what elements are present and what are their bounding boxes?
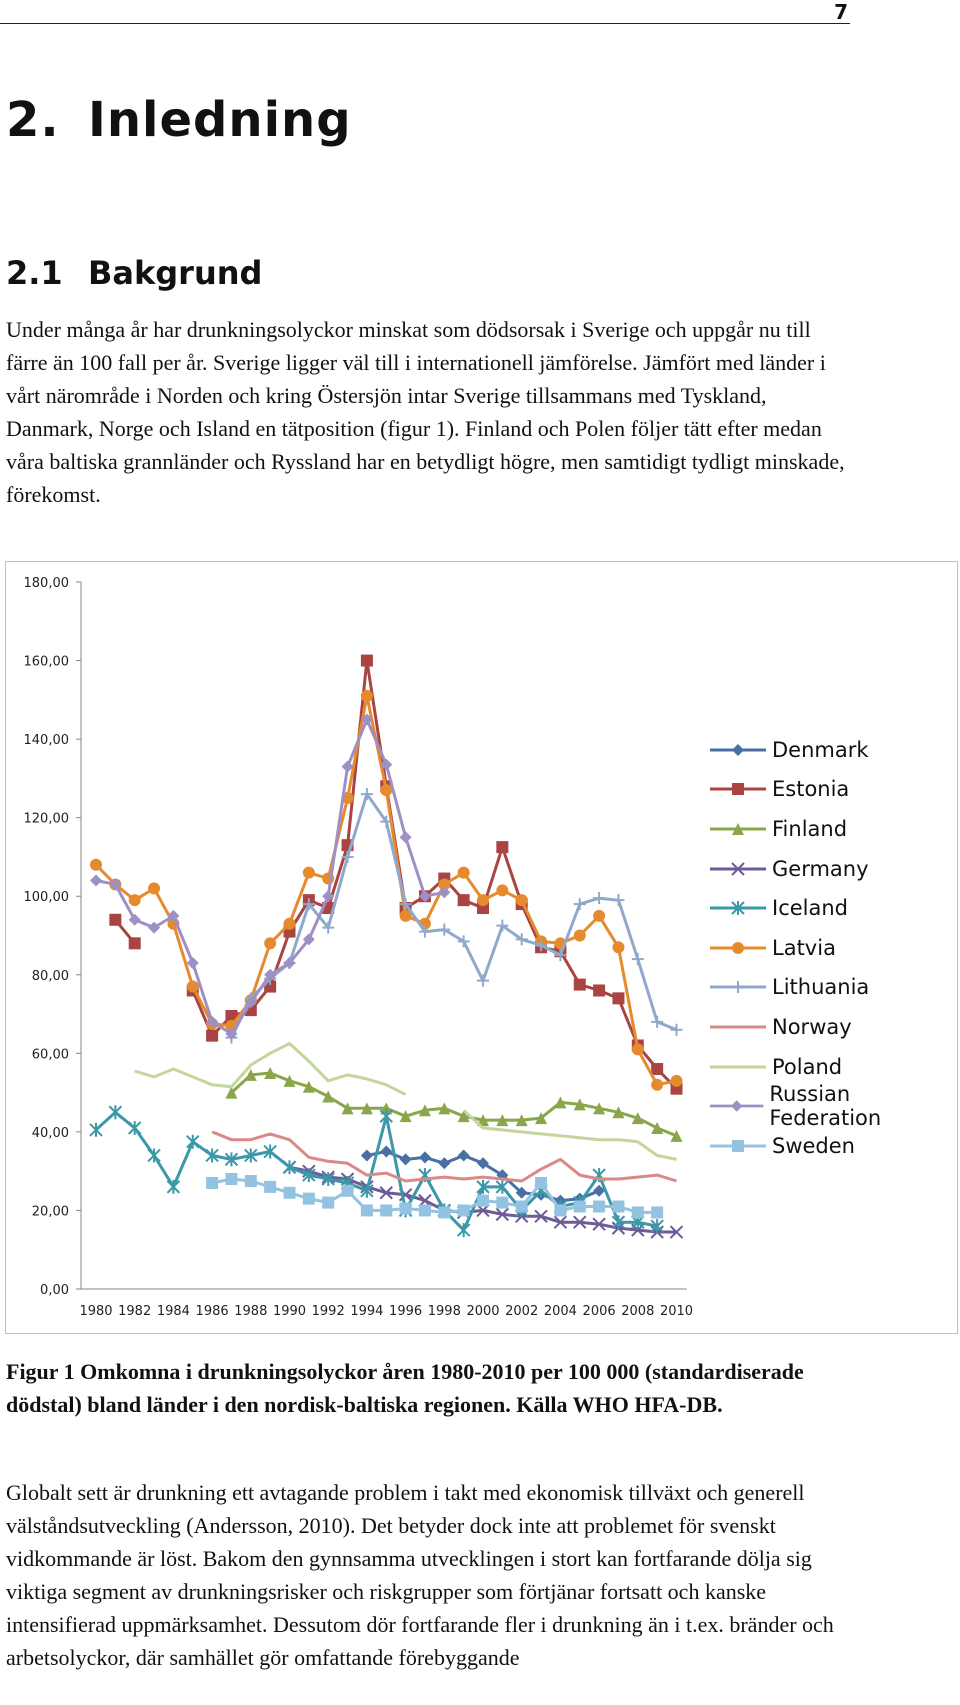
y-tick-label: 60,00: [31, 1047, 69, 1063]
x-tick-label: 1996: [389, 1304, 423, 1319]
data-point-sweden: [438, 1206, 450, 1218]
legend-item-iceland: [708, 888, 960, 928]
chart-legend: [708, 730, 960, 1166]
x-tick-label: 2002: [505, 1304, 539, 1319]
data-point-finland: [651, 1122, 663, 1134]
data-point-sweden: [458, 1204, 470, 1216]
data-point-lithuania: [632, 953, 644, 965]
legend-marker: [732, 783, 744, 795]
legend-label: Sweden: [772, 1133, 855, 1158]
legend-label: Iceland: [772, 896, 849, 921]
legend-swatch-denmark: [708, 740, 768, 760]
data-point-sweden: [496, 1197, 508, 1209]
body-paragraph: Globalt sett är drunkning ett avtagande problem i takt med ekonomisk tillväxt och generell välståndsutveckling (Andersson, 2010). Det betyder dock inte att problemet för svenskt vidkommande är löst. Bakom den gynnsamma utvecklingen i stort kan fortfarande dölja sig viktiga segment av drunkningsrisker och riskgrupper som förtjänar fortsatt och kanske intensifierad uppmärksamhet. Dessutom dör fortfarande fler i drunkning än i t.ex. bränder och arbetsolyckor, där samhället gör omfattande förebyggande: [6, 1480, 834, 1670]
data-point-lithuania: [612, 894, 624, 906]
section-title: Bakgrund: [88, 254, 263, 292]
legend-marker: [732, 942, 744, 954]
series-latvia: [90, 690, 683, 1091]
data-point-latvia: [187, 981, 199, 993]
data-point-lithuania: [671, 1024, 683, 1036]
chapter-heading: [6, 92, 352, 148]
data-point-iceland: [380, 1109, 392, 1123]
data-point-sweden: [361, 1204, 373, 1216]
chapter-number: 2.: [6, 92, 60, 148]
legend-label: Poland: [772, 1054, 843, 1079]
data-point-lithuania: [477, 975, 489, 987]
data-point-latvia: [574, 930, 586, 942]
legend-swatch-germany: [708, 859, 768, 879]
section-number: 2.1: [6, 254, 63, 292]
data-point-latvia: [496, 884, 508, 896]
data-point-denmark: [458, 1149, 470, 1161]
data-point-iceland: [129, 1121, 141, 1135]
data-point-denmark: [419, 1151, 431, 1163]
series-line-poland: [135, 1044, 677, 1160]
legend-marker: [732, 981, 744, 993]
legend-item-poland: [708, 1047, 960, 1087]
legend-label: Denmark: [772, 737, 869, 762]
legend-label: Norway: [772, 1014, 852, 1039]
data-point-lithuania: [593, 892, 605, 904]
data-point-latvia: [361, 690, 373, 702]
data-point-finland: [322, 1091, 334, 1103]
series-finland: [225, 1067, 682, 1142]
data-point-russian-federation: [187, 957, 199, 969]
data-point-sweden: [632, 1206, 644, 1218]
data-point-finland: [671, 1130, 683, 1142]
y-tick-label: 140,00: [23, 733, 69, 749]
x-tick-label: 1988: [234, 1304, 268, 1319]
intro-paragraph: Under många år har drunkningsolyckor minskat som dödsorsak i Sverige och uppgår nu till färre än 100 fall per år. Sverige ligger väl till i internationell jämförelse. Jämfört med länder i vårt närområde i Norden och kring Östersjön intar Sverige tillsammans med Tyskland, Danmark, Norge och Island en tätposition (figur 1). Finland och Polen följer tätt efter medan våra baltiska grannländer och Ryssland har en betydligt högre, men samtidigt tydligt minskade, förekomst.: [6, 317, 845, 507]
data-point-lithuania: [651, 1016, 663, 1028]
x-tick-label: 1982: [118, 1304, 152, 1319]
data-point-iceland: [167, 1180, 179, 1194]
y-tick-label: 100,00: [23, 890, 69, 906]
data-point-lithuania: [574, 898, 586, 910]
data-point-sweden: [535, 1177, 547, 1189]
x-tick-label: 1984: [156, 1304, 190, 1319]
data-point-latvia: [477, 894, 489, 906]
y-tick-label: 0,00: [40, 1283, 69, 1298]
data-point-estonia: [593, 984, 605, 996]
data-point-iceland: [109, 1105, 121, 1119]
data-point-sweden: [554, 1204, 566, 1216]
x-tick-label: 2000: [466, 1304, 500, 1319]
series-poland: [135, 1044, 677, 1160]
data-point-estonia: [496, 841, 508, 853]
data-point-latvia: [671, 1075, 683, 1087]
legend-item-finland: [708, 809, 960, 849]
legend-label: Russian Federation: [769, 1082, 882, 1131]
legend-marker: [732, 744, 744, 756]
legend-item-norway: [708, 1007, 960, 1047]
legend-item-latvia: [708, 928, 960, 968]
data-point-sweden: [651, 1206, 663, 1218]
series-estonia: [109, 655, 682, 1095]
data-point-sweden: [206, 1177, 218, 1189]
data-point-latvia: [651, 1079, 663, 1091]
data-point-estonia: [458, 894, 470, 906]
data-point-estonia: [109, 914, 121, 926]
data-point-russian-federation: [400, 831, 412, 843]
data-point-estonia: [651, 1063, 663, 1075]
x-tick-label: 1992: [311, 1304, 345, 1319]
legend-item-sweden: [708, 1126, 960, 1166]
legend-swatch-russian-federation: [708, 1096, 765, 1116]
data-point-latvia: [264, 937, 276, 949]
data-point-russian-federation: [90, 875, 102, 887]
data-point-sweden: [380, 1204, 392, 1216]
section-heading: [6, 254, 262, 292]
legend-swatch-norway: [708, 1017, 768, 1037]
y-tick-label: 160,00: [23, 654, 69, 670]
data-point-iceland: [187, 1135, 199, 1149]
legend-swatch-estonia: [708, 779, 768, 799]
y-tick-label: 80,00: [31, 968, 69, 984]
series-line-finland: [232, 1073, 677, 1136]
data-point-estonia: [574, 979, 586, 991]
legend-item-estonia: [708, 770, 960, 810]
legend-swatch-sweden: [708, 1136, 768, 1156]
page-number: 7: [834, 0, 848, 24]
legend-marker: [732, 1140, 744, 1152]
data-point-sweden: [400, 1202, 412, 1214]
data-point-sweden: [477, 1195, 489, 1207]
x-tick-label: 2010: [659, 1304, 694, 1319]
data-point-latvia: [303, 867, 315, 879]
legend-item-germany: [708, 849, 960, 889]
data-point-denmark: [361, 1149, 373, 1161]
data-point-latvia: [284, 918, 296, 930]
data-point-russian-federation: [129, 914, 141, 926]
legend-label: Estonia: [772, 777, 850, 802]
legend-swatch-iceland: [708, 898, 768, 918]
x-tick-label: 1990: [272, 1304, 307, 1319]
legend-item-denmark: [708, 730, 960, 770]
legend-label: Finland: [772, 816, 848, 841]
legend-item-russian-federation: [708, 1082, 960, 1131]
data-point-latvia: [458, 867, 470, 879]
legend-label: Latvia: [772, 935, 836, 960]
header-rule: [0, 23, 850, 24]
data-point-estonia: [129, 937, 141, 949]
legend-swatch-finland: [708, 819, 768, 839]
legend-item-lithuania: [708, 968, 960, 1008]
data-point-sweden: [574, 1201, 586, 1213]
y-tick-label: 40,00: [31, 1125, 69, 1141]
data-point-sweden: [264, 1181, 276, 1193]
x-tick-label: 1994: [350, 1304, 384, 1319]
x-tick-label: 1998: [427, 1304, 461, 1319]
data-point-latvia: [516, 894, 528, 906]
data-point-denmark: [400, 1153, 412, 1165]
x-tick-label: 2004: [543, 1304, 577, 1319]
data-point-latvia: [129, 894, 141, 906]
data-point-sweden: [593, 1201, 605, 1213]
x-tick-label: 1986: [195, 1304, 229, 1319]
legend-swatch-poland: [708, 1057, 768, 1077]
legend-label: Germany: [772, 856, 869, 881]
data-point-sweden: [516, 1201, 528, 1213]
series-line-latvia: [96, 696, 677, 1085]
data-point-iceland: [90, 1123, 102, 1137]
data-point-sweden: [284, 1187, 296, 1199]
legend-label: Lithuania: [772, 975, 870, 1000]
y-tick-label: 20,00: [31, 1204, 69, 1220]
data-point-iceland: [148, 1148, 160, 1162]
data-point-latvia: [593, 910, 605, 922]
figure-caption: Figur 1 Omkomna i drunkningsolyckor åren 1980-2010 per 100 000 (standardiserade dödstal) bland länder i den nordisk-baltiska regionen. Källa WHO HFA-DB.: [6, 1359, 804, 1417]
y-tick-label: 180,00: [23, 576, 69, 591]
data-point-estonia: [612, 992, 624, 1004]
data-point-denmark: [380, 1146, 392, 1158]
x-tick-label: 1980: [79, 1304, 113, 1319]
legend-marker: [731, 1100, 742, 1111]
x-tick-label: 2008: [621, 1304, 655, 1319]
legend-swatch-latvia: [708, 938, 768, 958]
data-point-sweden: [303, 1193, 315, 1205]
data-point-sweden: [419, 1204, 431, 1216]
data-point-latvia: [612, 941, 624, 953]
data-point-sweden: [225, 1173, 237, 1185]
data-point-estonia: [206, 1030, 218, 1042]
data-point-denmark: [438, 1157, 450, 1169]
data-point-latvia: [632, 1043, 644, 1055]
data-point-latvia: [90, 859, 102, 871]
data-point-iceland: [458, 1223, 470, 1237]
legend-swatch-lithuania: [708, 977, 768, 997]
data-point-sweden: [322, 1197, 334, 1209]
data-point-estonia: [361, 655, 373, 667]
chapter-title: Inledning: [88, 92, 352, 148]
data-point-sweden: [342, 1185, 354, 1197]
y-tick-label: 120,00: [23, 811, 69, 827]
data-point-sweden: [612, 1201, 624, 1213]
data-point-sweden: [245, 1175, 257, 1187]
series-line-estonia: [115, 661, 676, 1089]
x-tick-label: 2006: [582, 1304, 616, 1319]
data-point-latvia: [148, 882, 160, 894]
